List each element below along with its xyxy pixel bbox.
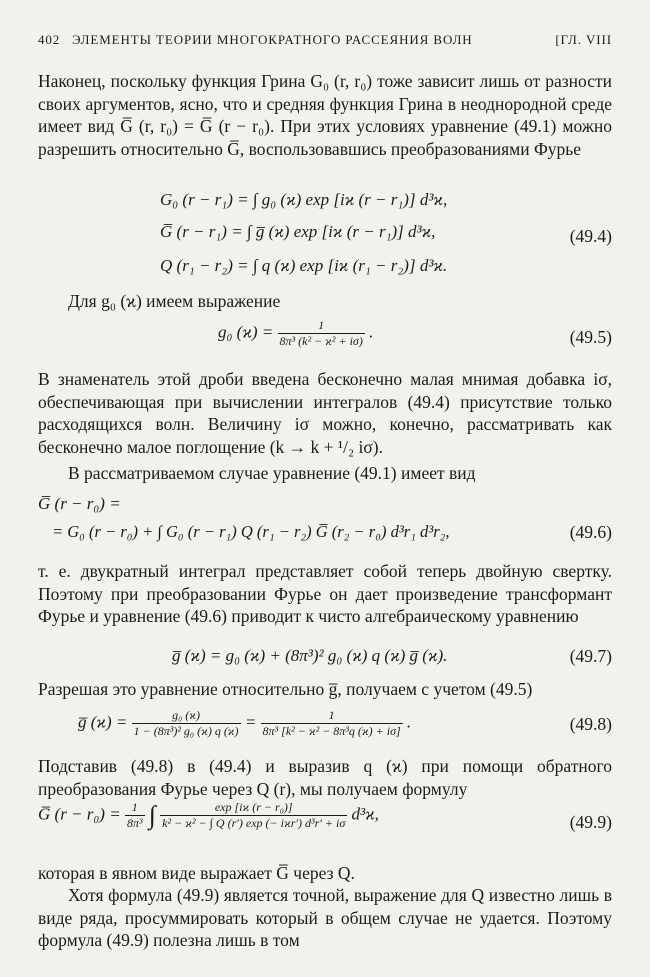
running-title: ЭЛЕМЕНТЫ ТЕОРИИ МНОГОКРАТНОГО РАССЕЯНИЯ ВОЛН — [72, 32, 473, 47]
equation-49-9-integrand-denominator: k² − ϰ² − ∫ Q (r′) exp (− iϰr′) d³r′ + iσ — [162, 816, 346, 830]
equation-49-7: g̅ (ϰ) = g₀ (ϰ) + (8π³)² g₀ (ϰ) q (ϰ) g̅ (ϰ). — [172, 646, 448, 665]
equation-49-6-line-2: = G₀ (r − r₀) + ∫ G₀ (r − r₁) Q (r₁ − r₂) G̅ (r₂ − r₀) d³r₁ d³r₂, — [52, 522, 450, 541]
chapter-label: [ГЛ. VIII — [555, 32, 612, 47]
equation-49-5-numerator: 1 — [278, 318, 365, 334]
paragraph-case-equation: В рассматриваемом случае уравнение (49.1) имеет вид — [68, 463, 476, 483]
equation-49-5-lhs: g₀ (ϰ) = — [218, 322, 274, 342]
equation-49-5-denominator: 8π³ (k² − ϰ² + iσ) — [279, 334, 363, 348]
paragraph-formula-exact: Хотя формула (49.9) является точной, выражение для Q известно лишь в виде ряда, просуммировать который в общем случае не удается. Поэтому формула (49.9) полезна лишь в том — [38, 885, 612, 950]
equation-49-8-fraction-2 — [261, 708, 403, 739]
equation-number-49-7: (49.7) — [569, 646, 612, 666]
paragraph-explicit-form: которая в явном виде выражает G̅ через Q. — [38, 863, 355, 883]
integral-sign: ∫ — [148, 800, 156, 830]
equation-49-8-lhs: g̅ (ϰ) = — [78, 712, 128, 732]
equation-49-9-prefactor-denominator: 8π³ — [126, 816, 143, 830]
equation-49-9-lhs: G̅ (r − r₀) = — [38, 804, 121, 824]
equation-49-5 — [218, 318, 373, 349]
paragraph-double-convolution: т. е. двукратный интеграл представляет собой теперь двойную свертку. Поэтому при преобразовании Фурье он дает произведение трансформант Фурье и уравнение (49.6) приводит к чисто алгебраическому уравнению — [38, 561, 612, 626]
equation-49-8-fraction-2-numerator: 1 — [261, 708, 403, 724]
equation-49-8-equals: = — [244, 712, 257, 732]
equation-49-9-tail: d³ϰ, — [351, 804, 379, 824]
paragraph-imaginary-addition: В знаменатель этой дроби введена бесконечно малая мнимая добавка iσ, обеспечивающая при вычислении интегралов (49.4) присутствие только расходящихся волн. Величину iσ можно, конечно, рассматривать как бесконечно малое поглощение (k → k + ¹/₂ iσ). — [38, 369, 612, 457]
equation-49-8-fraction-1-numerator: g₀ (ϰ) — [132, 708, 241, 724]
equation-49-9-prefactor — [125, 800, 145, 831]
equation-number-49-8: (49.8) — [569, 714, 612, 734]
equation-49-8-fraction-1-denominator: 1 − (8π³)² g₀ (ϰ) q (ϰ) — [133, 724, 239, 738]
equation-49-5-tail: . — [369, 322, 374, 342]
page-number: 402 — [38, 32, 61, 47]
paragraph-solving-equation: Разрешая это уравнение относительно g̅, получаем с учетом (49.5) — [38, 679, 533, 699]
equation-number-49-9: (49.9) — [569, 812, 612, 832]
equation-49-9 — [38, 800, 379, 831]
equation-49-9-integrand — [160, 800, 347, 831]
equation-49-9-integrand-numerator: exp [iϰ (r − r₀)] — [160, 800, 347, 816]
equation-49-8-tail: . — [406, 712, 412, 732]
equation-number-49-6: (49.6) — [569, 522, 612, 542]
paragraph-green-function: Наконец, поскольку функция Грина G₀ (r, r₀) тоже зависит лишь от разности своих аргументов, ясно, что и средняя функция Грина в неоднородной среде имеет вид G̅ (r, r₀) = G̅ (r − r₀). При этих условиях уравнение (49.1) можно разрешить относительно G̅, воспользовавшись преобразованиями Фурье — [38, 71, 612, 159]
equation-49-8 — [78, 708, 411, 739]
equation-49-8-fraction-1 — [132, 708, 241, 739]
equation-number-49-5: (49.5) — [569, 327, 612, 347]
equation-number-49-4: (49.4) — [569, 226, 612, 246]
equation-49-8-fraction-2-denominator: 8π³ [k² − ϰ² − 8π³q (ϰ) + iσ] — [262, 724, 401, 738]
equation-49-5-fraction — [278, 318, 365, 349]
equation-49-9-prefactor-numerator: 1 — [125, 800, 145, 816]
equation-49-4-line-1: G₀ (r − r₁) = ∫ g₀ (ϰ) exp [iϰ (r − r₁)] d³ϰ, — [160, 190, 448, 209]
paragraph-substitution: Подставив (49.8) в (49.4) и выразив q (ϰ) при помощи обратного преобразования Фурье через Q (r), мы получаем формулу — [38, 756, 612, 799]
running-header — [38, 32, 612, 52]
equation-49-4-line-2: G̅ (r − r₁) = ∫ g̅ (ϰ) exp [iϰ (r − r₁)] d³ϰ, — [160, 222, 436, 241]
paragraph-g0-expression: Для g₀ (ϰ) имеем выражение — [68, 291, 281, 311]
equation-49-6-line-1: G̅ (r − r₀) = — [38, 494, 121, 513]
equation-49-4-line-3: Q (r₁ − r₂) = ∫ q (ϰ) exp [iϰ (r₁ − r₂)] d³ϰ. — [160, 256, 448, 275]
